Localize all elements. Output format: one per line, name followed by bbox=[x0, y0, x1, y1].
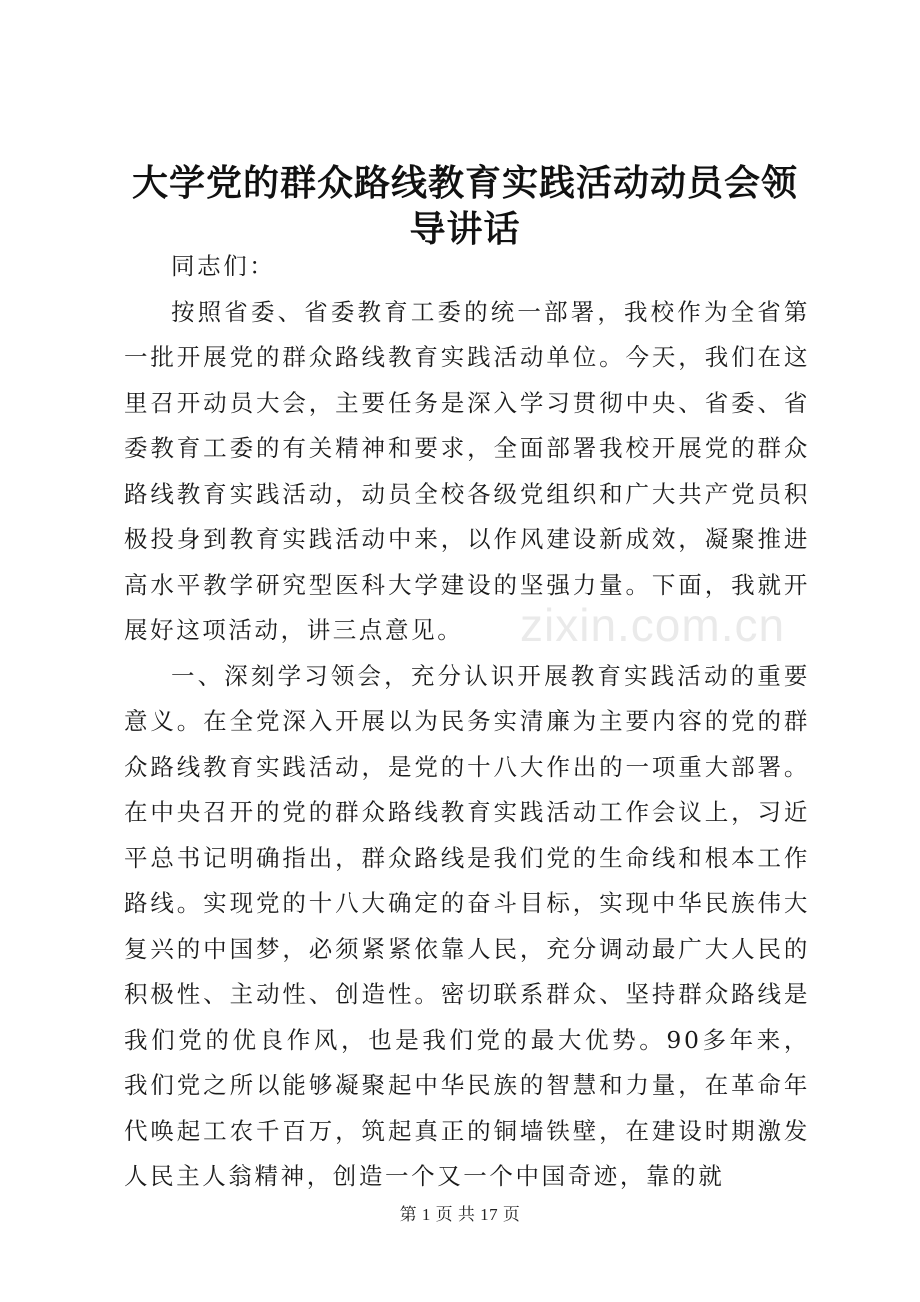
paragraph-2: 一、深刻学习领会，充分认识开展教育实践活动的重要意义。在全党深入开展以为民务实清廉为主要内容的党的群众路线教育实践活动，是党的十八大作出的一项重大部署。在中央召开的党的群众路线教育实践活动工作会议上，习近平总书记明确指出，群众路线是我们党的生命线和根本工作路线。实现党的十八大确定的奋斗目标，实现中华民族伟大复兴的中国梦，必须紧紧依靠人民，充分调动最广大人民的积极性、主动性、创造性。密切联系群众、坚持群众路线是我们党的优良作风，也是我们党的最大优势。90多年来，我们党之所以能够凝聚起中华民族的智慧和力量，在革命年代唤起工农千百万，筑起真正的铜墙铁壁，在建设时期激发人民主人翁精神，创造一个又一个中国奇迹，靠的就 bbox=[124, 661, 810, 1190]
watermark: zixin.com.cn bbox=[520, 599, 786, 651]
page-footer: 第 1 页 共 17 页 bbox=[399, 1205, 521, 1224]
document-body bbox=[124, 244, 810, 1200]
document-title: 大学党的群众路线教育实践活动动员会领导讲话 bbox=[131, 162, 798, 250]
salutation: 同志们： bbox=[171, 252, 276, 280]
paragraph-1: 按照省委、省委教育工委的统一部署，我校作为全省第一批开展党的群众路线教育实践活动单位。今天，我们在这里召开动员大会，主要任务是深入学习贯彻中央、省委、省委教育工委的有关精神和要求，全面部署我校开展党的群众路线教育实践活动，动员全校各级党组织和广大共产党员积极投身到教育实践活动中来，以作风建设新成效，凝聚推进高水平教学研究型医科大学建设的坚强力量。下面，我就开展好这项活动，讲三点意见。 bbox=[124, 297, 810, 644]
